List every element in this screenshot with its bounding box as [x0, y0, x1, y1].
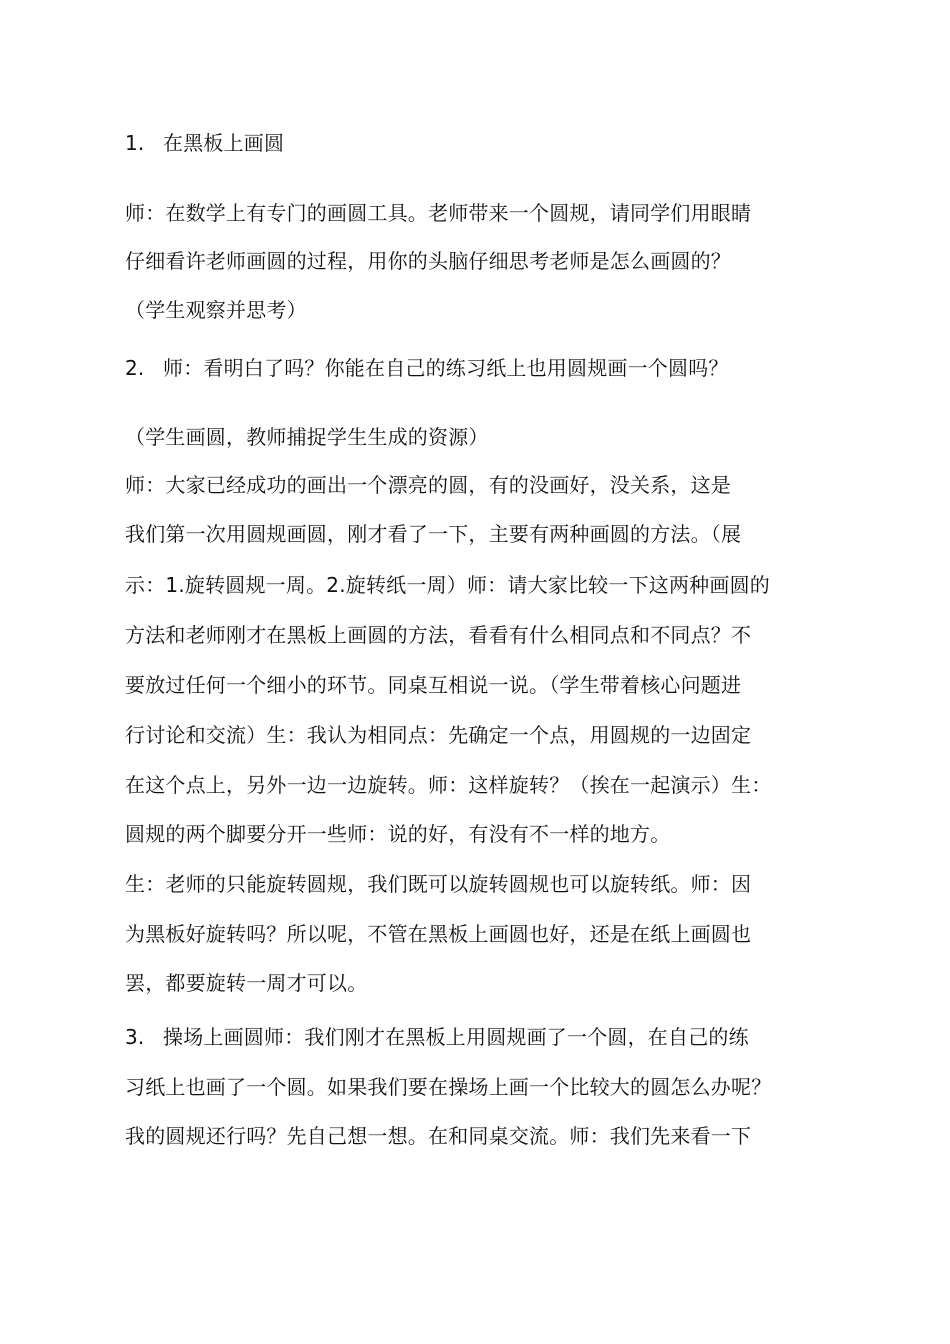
text-line: 习纸上也画了一个圆。如果我们要在操场上画一个比较大的圆怎么办呢？ [125, 1075, 772, 1099]
list-number: 2. [125, 356, 145, 380]
text-line: 罢，都要旋转一周才可以。 [125, 971, 368, 995]
text-line: （学生观察并思考） [125, 298, 307, 322]
text-line: 方法和老师刚才在黑板上画圆的方法，看看有什么相同点和不同点？不 [125, 623, 752, 647]
text-line: 我们第一次用圆规画圆，刚才看了一下，主要有两种画圆的方法。（展 [125, 522, 742, 546]
list-item-text: 操场上画圆师：我们刚才在黑板上用圆规画了一个圆，在自己的练 [163, 1025, 749, 1049]
text-line: 师：大家已经成功的画出一个漂亮的圆，有的没画好，没关系，这是 [125, 473, 731, 497]
list-item-text: 师：看明白了吗？你能在自己的练习纸上也用圆规画一个圆吗？ [163, 356, 729, 380]
list-item-2 [125, 355, 729, 381]
text-line: 圆规的两个脚要分开一些师：说的好，有没有不一样的地方。 [125, 822, 671, 846]
list-number: 1. [125, 131, 145, 155]
text-line: 我的圆规还行吗？先自己想一想。在和同桌交流。师：我们先来看一下 [125, 1124, 752, 1148]
text-line: 生：老师的只能旋转圆规，我们既可以旋转圆规也可以旋转纸。师：因 [125, 872, 752, 896]
list-item-text: 在黑板上画圆 [163, 131, 285, 155]
text-line: 师：在数学上有专门的画圆工具。老师带来一个圆规，请同学们用眼睛 [125, 201, 752, 225]
list-item-1 [125, 130, 284, 156]
text-line: 要放过任何一个细小的环节。同桌互相说一说。（学生带着核心问题进 [125, 673, 742, 697]
text-line: 为黑板好旋转吗？所以呢，不管在黑板上画圆也好，还是在纸上画圆也 [125, 922, 752, 946]
text-line: 仔细看许老师画圆的过程，用你的头脑仔细思考老师是怎么画圆的？ [125, 249, 731, 273]
text-line: 在这个点上，另外一边一边旋转。师：这样旋转？（挨在一起演示）生： [125, 773, 772, 797]
text-line: 行讨论和交流）生：我认为相同点：先确定一个点，用圆规的一边固定 [125, 723, 752, 747]
text-line: 示：1.旋转圆规一周。2.旋转纸一周）师：请大家比较一下这两种画圆的 [125, 573, 770, 597]
text-line: （学生画圆，教师捕捉学生生成的资源） [125, 425, 489, 449]
list-item-3 [125, 1024, 749, 1050]
list-number: 3. [125, 1025, 145, 1049]
